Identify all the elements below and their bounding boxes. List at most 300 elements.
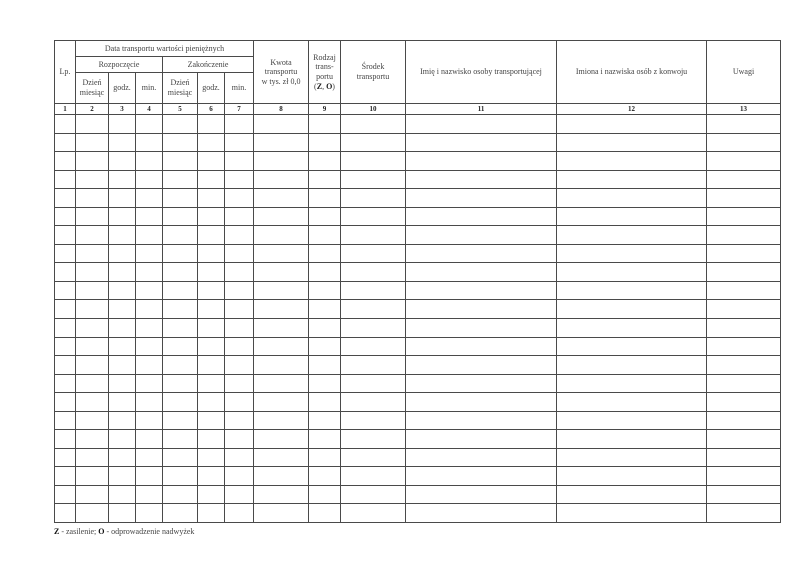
table-cell[interactable]: [707, 115, 781, 134]
table-cell[interactable]: [341, 430, 406, 449]
table-cell[interactable]: [254, 319, 309, 338]
table-cell[interactable]: [557, 319, 707, 338]
table-cell[interactable]: [707, 263, 781, 282]
table-cell[interactable]: [109, 170, 136, 189]
table-cell[interactable]: [109, 448, 136, 467]
table-cell[interactable]: [707, 448, 781, 467]
table-cell[interactable]: [109, 356, 136, 375]
table-cell[interactable]: [341, 504, 406, 523]
table-cell[interactable]: [109, 374, 136, 393]
table-cell[interactable]: [55, 319, 76, 338]
table-cell[interactable]: [309, 152, 341, 171]
table-cell[interactable]: [254, 207, 309, 226]
table-cell[interactable]: [55, 207, 76, 226]
table-cell[interactable]: [109, 504, 136, 523]
table-cell[interactable]: [225, 133, 254, 152]
table-cell[interactable]: [707, 374, 781, 393]
table-cell[interactable]: [76, 170, 109, 189]
column-number: 2: [76, 104, 109, 115]
table-cell[interactable]: [309, 393, 341, 412]
table-cell[interactable]: [707, 189, 781, 208]
table-cell[interactable]: [55, 133, 76, 152]
table-cell[interactable]: [198, 448, 225, 467]
table-cell[interactable]: [406, 152, 557, 171]
table-row: [55, 356, 781, 375]
table-cell[interactable]: [225, 300, 254, 319]
table-cell[interactable]: [309, 115, 341, 134]
table-cell[interactable]: [136, 133, 163, 152]
table-cell[interactable]: [341, 393, 406, 412]
table-cell[interactable]: [225, 411, 254, 430]
table-cell[interactable]: [109, 207, 136, 226]
table-cell[interactable]: [163, 115, 198, 134]
table-cell[interactable]: [136, 356, 163, 375]
table-cell[interactable]: [707, 337, 781, 356]
table-cell[interactable]: [707, 356, 781, 375]
table-cell[interactable]: [55, 115, 76, 134]
table-cell[interactable]: [309, 504, 341, 523]
table-cell[interactable]: [341, 319, 406, 338]
table-cell[interactable]: [198, 337, 225, 356]
table-cell[interactable]: [55, 356, 76, 375]
table-cell[interactable]: [557, 281, 707, 300]
table-cell[interactable]: [557, 485, 707, 504]
table-cell[interactable]: [163, 411, 198, 430]
table-cell[interactable]: [341, 356, 406, 375]
table-cell[interactable]: [225, 504, 254, 523]
table-cell[interactable]: [109, 189, 136, 208]
table-cell[interactable]: [198, 207, 225, 226]
table-cell[interactable]: [136, 152, 163, 171]
table-row: [55, 393, 781, 412]
table-cell[interactable]: [225, 226, 254, 245]
table-cell[interactable]: [225, 319, 254, 338]
table-cell[interactable]: [557, 207, 707, 226]
table-cell[interactable]: [225, 485, 254, 504]
table-cell[interactable]: [707, 152, 781, 171]
table-cell[interactable]: [198, 411, 225, 430]
table-cell[interactable]: [109, 485, 136, 504]
table-cell[interactable]: [406, 115, 557, 134]
table-cell[interactable]: [198, 319, 225, 338]
table-cell[interactable]: [198, 430, 225, 449]
table-cell[interactable]: [76, 189, 109, 208]
table-cell[interactable]: [254, 356, 309, 375]
table-cell[interactable]: [707, 319, 781, 338]
table-cell[interactable]: [557, 356, 707, 375]
table-cell[interactable]: [76, 319, 109, 338]
table-cell[interactable]: [557, 189, 707, 208]
table-cell[interactable]: [163, 226, 198, 245]
table-cell[interactable]: [341, 263, 406, 282]
table-cell[interactable]: [198, 263, 225, 282]
table-cell[interactable]: [76, 356, 109, 375]
table-cell[interactable]: [557, 411, 707, 430]
table-cell[interactable]: [707, 244, 781, 263]
table-cell[interactable]: [225, 393, 254, 412]
table-cell[interactable]: [309, 467, 341, 486]
table-cell[interactable]: [406, 504, 557, 523]
table-cell[interactable]: [163, 504, 198, 523]
table-cell[interactable]: [136, 319, 163, 338]
table-cell[interactable]: [109, 281, 136, 300]
table-cell[interactable]: [225, 356, 254, 375]
table-cell[interactable]: [309, 485, 341, 504]
table-cell[interactable]: [198, 300, 225, 319]
table-cell[interactable]: [163, 393, 198, 412]
table-cell[interactable]: [406, 189, 557, 208]
table-cell[interactable]: [136, 189, 163, 208]
table-row: [55, 170, 781, 189]
table-cell[interactable]: [136, 281, 163, 300]
table-cell[interactable]: [136, 207, 163, 226]
table-cell[interactable]: [109, 244, 136, 263]
table-cell[interactable]: [136, 393, 163, 412]
table-cell[interactable]: [55, 152, 76, 171]
table-cell[interactable]: [225, 170, 254, 189]
table-cell[interactable]: [225, 467, 254, 486]
table-cell[interactable]: [163, 319, 198, 338]
table-cell[interactable]: [309, 281, 341, 300]
table-cell[interactable]: [254, 374, 309, 393]
table-cell[interactable]: [109, 411, 136, 430]
table-cell[interactable]: [341, 485, 406, 504]
table-cell[interactable]: [109, 337, 136, 356]
table-cell[interactable]: [309, 226, 341, 245]
table-cell[interactable]: [225, 244, 254, 263]
table-cell[interactable]: [136, 263, 163, 282]
header-start-minute: min.: [136, 73, 163, 104]
table-cell[interactable]: [254, 133, 309, 152]
table-cell[interactable]: [55, 485, 76, 504]
table-cell[interactable]: [198, 485, 225, 504]
table-cell[interactable]: [309, 244, 341, 263]
table-cell[interactable]: [163, 207, 198, 226]
table-cell[interactable]: [341, 189, 406, 208]
table-cell[interactable]: [163, 374, 198, 393]
table-cell[interactable]: [136, 170, 163, 189]
column-number: 4: [136, 104, 163, 115]
table-cell[interactable]: [225, 337, 254, 356]
table-cell[interactable]: [136, 337, 163, 356]
table-cell[interactable]: [76, 411, 109, 430]
table-cell[interactable]: [109, 393, 136, 412]
table-cell[interactable]: [163, 448, 198, 467]
table-cell[interactable]: [557, 430, 707, 449]
table-cell[interactable]: [406, 170, 557, 189]
table-cell[interactable]: [707, 226, 781, 245]
table-row: [55, 430, 781, 449]
table-cell[interactable]: [406, 411, 557, 430]
table-cell[interactable]: [163, 133, 198, 152]
table-cell[interactable]: [136, 448, 163, 467]
table-cell[interactable]: [406, 393, 557, 412]
table-cell[interactable]: [341, 411, 406, 430]
table-cell[interactable]: [225, 152, 254, 171]
table-cell[interactable]: [254, 485, 309, 504]
table-cell[interactable]: [55, 170, 76, 189]
table-cell[interactable]: [309, 189, 341, 208]
table-cell[interactable]: [254, 504, 309, 523]
table-cell[interactable]: [557, 170, 707, 189]
table-cell[interactable]: [163, 430, 198, 449]
table-cell[interactable]: [136, 430, 163, 449]
table-cell[interactable]: [707, 430, 781, 449]
table-cell[interactable]: [198, 152, 225, 171]
table-cell[interactable]: [163, 485, 198, 504]
table-cell[interactable]: [109, 152, 136, 171]
table-cell[interactable]: [341, 467, 406, 486]
table-cell[interactable]: [163, 281, 198, 300]
table-cell[interactable]: [136, 504, 163, 523]
table-cell[interactable]: [76, 337, 109, 356]
table-cell[interactable]: [406, 281, 557, 300]
table-cell[interactable]: [406, 467, 557, 486]
table-cell[interactable]: [225, 281, 254, 300]
table-cell[interactable]: [55, 300, 76, 319]
table-cell[interactable]: [254, 244, 309, 263]
table-cell[interactable]: [198, 115, 225, 134]
table-cell[interactable]: [55, 226, 76, 245]
table-cell[interactable]: [163, 337, 198, 356]
table-cell[interactable]: [309, 448, 341, 467]
table-cell[interactable]: [109, 115, 136, 134]
table-cell[interactable]: [225, 448, 254, 467]
table-cell[interactable]: [406, 244, 557, 263]
table-cell[interactable]: [55, 393, 76, 412]
table-row: [55, 244, 781, 263]
table-cell[interactable]: [198, 467, 225, 486]
header-transport-date: Data transportu wartości pieniężnych: [76, 41, 254, 57]
table-cell[interactable]: [76, 207, 109, 226]
table-cell[interactable]: [109, 430, 136, 449]
table-cell[interactable]: [55, 337, 76, 356]
table-cell[interactable]: [76, 133, 109, 152]
table-cell[interactable]: [707, 393, 781, 412]
table-cell[interactable]: [707, 281, 781, 300]
table-cell[interactable]: [557, 337, 707, 356]
table-cell[interactable]: [136, 300, 163, 319]
table-cell[interactable]: [557, 393, 707, 412]
table-cell[interactable]: [55, 467, 76, 486]
table-cell[interactable]: [341, 226, 406, 245]
table-cell[interactable]: [707, 467, 781, 486]
table-cell[interactable]: [136, 411, 163, 430]
table-cell[interactable]: [557, 300, 707, 319]
table-cell[interactable]: [341, 152, 406, 171]
table-cell[interactable]: [198, 133, 225, 152]
table-cell[interactable]: [136, 374, 163, 393]
table-cell[interactable]: [254, 152, 309, 171]
table-cell[interactable]: [557, 448, 707, 467]
table-cell[interactable]: [254, 411, 309, 430]
table-cell[interactable]: [406, 356, 557, 375]
table-cell[interactable]: [163, 263, 198, 282]
table-cell[interactable]: [55, 504, 76, 523]
table-cell[interactable]: [557, 152, 707, 171]
table-cell[interactable]: [76, 281, 109, 300]
table-cell[interactable]: [225, 207, 254, 226]
table-cell[interactable]: [341, 133, 406, 152]
table-cell[interactable]: [254, 430, 309, 449]
table-cell[interactable]: [76, 393, 109, 412]
table-cell[interactable]: [557, 115, 707, 134]
table-cell[interactable]: [341, 281, 406, 300]
table-cell[interactable]: [254, 337, 309, 356]
table-cell[interactable]: [309, 430, 341, 449]
table-cell[interactable]: [198, 189, 225, 208]
table-cell[interactable]: [254, 189, 309, 208]
table-cell[interactable]: [136, 485, 163, 504]
table-cell[interactable]: [254, 115, 309, 134]
table-cell[interactable]: [198, 170, 225, 189]
table-cell[interactable]: [163, 244, 198, 263]
table-cell[interactable]: [198, 504, 225, 523]
table-cell[interactable]: [55, 263, 76, 282]
table-cell[interactable]: [76, 374, 109, 393]
table-cell[interactable]: [109, 467, 136, 486]
table-cell[interactable]: [341, 170, 406, 189]
table-cell[interactable]: [198, 393, 225, 412]
table-row: [55, 448, 781, 467]
table-cell[interactable]: [109, 263, 136, 282]
table-cell[interactable]: [55, 244, 76, 263]
table-cell[interactable]: [254, 281, 309, 300]
table-cell[interactable]: [163, 356, 198, 375]
table-cell[interactable]: [76, 152, 109, 171]
table-cell[interactable]: [163, 170, 198, 189]
table-cell[interactable]: [109, 226, 136, 245]
table-cell[interactable]: [225, 374, 254, 393]
table-cell[interactable]: [557, 226, 707, 245]
table-cell[interactable]: [136, 244, 163, 263]
table-cell[interactable]: [76, 504, 109, 523]
table-cell[interactable]: [309, 133, 341, 152]
table-cell[interactable]: [225, 263, 254, 282]
table-cell[interactable]: [254, 226, 309, 245]
table-cell[interactable]: [254, 448, 309, 467]
column-number-row: [55, 104, 781, 115]
table-cell[interactable]: [341, 115, 406, 134]
table-cell[interactable]: [707, 504, 781, 523]
table-cell[interactable]: [406, 430, 557, 449]
table-cell[interactable]: [76, 467, 109, 486]
table-cell[interactable]: [76, 115, 109, 134]
table-cell[interactable]: [254, 467, 309, 486]
table-cell[interactable]: [406, 207, 557, 226]
table-cell[interactable]: [406, 226, 557, 245]
table-cell[interactable]: [109, 319, 136, 338]
header-end-minute: min.: [225, 73, 254, 104]
table-cell[interactable]: [254, 263, 309, 282]
table-cell[interactable]: [341, 244, 406, 263]
table-cell[interactable]: [557, 374, 707, 393]
table-cell[interactable]: [55, 448, 76, 467]
table-cell[interactable]: [309, 337, 341, 356]
table-cell[interactable]: [406, 319, 557, 338]
table-cell[interactable]: [557, 467, 707, 486]
table-cell[interactable]: [406, 133, 557, 152]
table-row: [55, 504, 781, 523]
table-cell[interactable]: [76, 300, 109, 319]
table-cell[interactable]: [341, 300, 406, 319]
table-cell[interactable]: [55, 430, 76, 449]
table-cell[interactable]: [309, 411, 341, 430]
table-cell[interactable]: [109, 133, 136, 152]
table-cell[interactable]: [198, 374, 225, 393]
table-cell[interactable]: [76, 263, 109, 282]
table-cell[interactable]: [309, 170, 341, 189]
table-cell[interactable]: [225, 430, 254, 449]
table-cell[interactable]: [557, 133, 707, 152]
table-cell[interactable]: [406, 263, 557, 282]
table-cell[interactable]: [55, 374, 76, 393]
table-cell[interactable]: [309, 374, 341, 393]
table-cell[interactable]: [557, 244, 707, 263]
table-row: [55, 133, 781, 152]
table-cell[interactable]: [309, 207, 341, 226]
table-cell[interactable]: [76, 226, 109, 245]
table-cell[interactable]: [198, 281, 225, 300]
table-cell[interactable]: [707, 485, 781, 504]
table-cell[interactable]: [163, 467, 198, 486]
table-cell[interactable]: [136, 115, 163, 134]
table-cell[interactable]: [557, 263, 707, 282]
table-cell[interactable]: [707, 300, 781, 319]
table-cell[interactable]: [254, 393, 309, 412]
table-cell[interactable]: [136, 467, 163, 486]
table-cell[interactable]: [55, 281, 76, 300]
table-cell[interactable]: [309, 356, 341, 375]
table-cell[interactable]: [225, 115, 254, 134]
table-cell[interactable]: [707, 133, 781, 152]
table-cell[interactable]: [254, 170, 309, 189]
table-cell[interactable]: [309, 263, 341, 282]
table-cell[interactable]: [198, 244, 225, 263]
table-cell[interactable]: [163, 189, 198, 208]
table-cell[interactable]: [163, 300, 198, 319]
table-cell[interactable]: [341, 374, 406, 393]
table-cell[interactable]: [76, 244, 109, 263]
table-cell[interactable]: [707, 411, 781, 430]
table-cell[interactable]: [406, 300, 557, 319]
table-cell[interactable]: [136, 226, 163, 245]
table-cell[interactable]: [225, 189, 254, 208]
table-cell[interactable]: [406, 448, 557, 467]
table-cell[interactable]: [557, 504, 707, 523]
table-cell[interactable]: [341, 337, 406, 356]
table-cell[interactable]: [309, 300, 341, 319]
table-cell[interactable]: [76, 485, 109, 504]
table-cell[interactable]: [406, 374, 557, 393]
table-cell[interactable]: [55, 411, 76, 430]
table-cell[interactable]: [198, 356, 225, 375]
table-cell[interactable]: [406, 337, 557, 356]
table-cell[interactable]: [163, 152, 198, 171]
table-cell[interactable]: [76, 448, 109, 467]
table-cell[interactable]: [198, 226, 225, 245]
table-cell[interactable]: [406, 485, 557, 504]
table-cell[interactable]: [309, 319, 341, 338]
table-cell[interactable]: [254, 300, 309, 319]
table-cell[interactable]: [341, 448, 406, 467]
table-cell[interactable]: [109, 300, 136, 319]
table-cell[interactable]: [55, 189, 76, 208]
table-cell[interactable]: [341, 207, 406, 226]
table-cell[interactable]: [707, 170, 781, 189]
table-cell[interactable]: [76, 430, 109, 449]
table-cell[interactable]: [707, 207, 781, 226]
